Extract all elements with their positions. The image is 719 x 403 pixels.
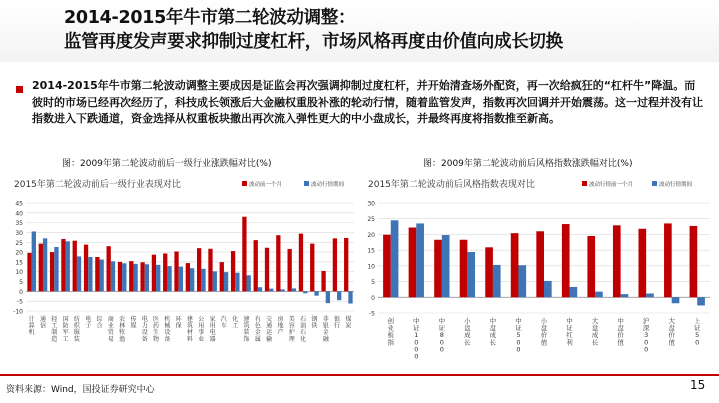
x-tick-label: 建筑材料	[186, 316, 194, 343]
x-tick-label: 商业贸易	[107, 316, 114, 343]
y-tick-label: 10	[15, 269, 23, 277]
bar-pre	[163, 253, 167, 291]
y-tick-label: -5	[369, 310, 375, 318]
legend-swatch	[304, 181, 309, 186]
industry-chart	[4, 175, 358, 352]
bar-pre	[536, 231, 544, 297]
x-tick-label: 石油石化	[300, 316, 307, 343]
bar-pre	[254, 240, 258, 291]
bar-during	[247, 275, 251, 291]
bar-pre	[562, 224, 570, 297]
x-tick-label: 电子	[85, 316, 92, 330]
bar-during	[133, 264, 137, 291]
y-tick-label: 0	[371, 294, 375, 302]
y-tick-label: 25	[15, 239, 23, 247]
bar-pre	[129, 261, 133, 291]
bar-during	[303, 291, 307, 293]
y-tick-label: 40	[15, 210, 23, 218]
bar-pre	[242, 217, 246, 292]
bar-pre	[265, 248, 269, 292]
page-number: 15	[690, 378, 706, 392]
bar-pre	[73, 241, 77, 292]
bar-pre	[511, 233, 519, 297]
bar-during	[621, 294, 629, 297]
bar-during	[213, 271, 217, 291]
bar-during	[111, 261, 115, 291]
bar-during	[122, 263, 126, 291]
bar-during	[156, 265, 160, 292]
bar-pre	[220, 262, 224, 291]
bar-during	[595, 292, 603, 298]
bar-during	[570, 287, 578, 297]
bar-during	[672, 297, 680, 303]
y-tick-label: -10	[13, 308, 23, 316]
x-tick-label: 上证 5 0	[693, 317, 701, 347]
x-tick-label: 有色金属	[254, 316, 261, 343]
bar-during	[235, 273, 239, 292]
x-tick-label: 沪深 3 0 0	[642, 317, 650, 354]
y-tick-label: 45	[15, 200, 23, 208]
x-tick-label: 中证红利	[566, 317, 573, 347]
bar-during	[258, 287, 262, 291]
footer-divider	[0, 374, 719, 376]
bar-during	[190, 268, 194, 291]
bar-pre	[152, 255, 156, 292]
bar-during	[348, 291, 352, 303]
x-tick-label: 国防军工	[62, 316, 69, 343]
bar-pre	[344, 238, 348, 291]
legend-label: 波动行情期间	[311, 182, 345, 188]
y-tick-label: 5	[19, 279, 23, 287]
y-tick-label: 30	[367, 200, 375, 208]
bar-during	[269, 289, 273, 292]
bar-pre	[140, 262, 144, 291]
chart-title: 2015年第二轮波动前后风格指数表现对比	[368, 180, 535, 190]
bullet-square-icon	[16, 86, 23, 93]
y-tick-label: 10	[367, 263, 375, 271]
x-tick-label: 房地产	[277, 316, 284, 337]
bar-pre	[197, 248, 201, 291]
bar-pre	[321, 271, 325, 291]
legend-swatch	[652, 181, 657, 186]
bar-during	[467, 252, 475, 297]
y-tick-label: 35	[15, 220, 23, 228]
y-tick-label: 0	[19, 288, 23, 296]
title-line-2: 监管再度发声要求抑制过度杠杆，市场风格再度由价值向成长切换	[64, 32, 563, 52]
bar-pre	[61, 239, 65, 291]
bar-during	[646, 294, 654, 298]
bar-during	[326, 291, 330, 303]
y-tick-label: 15	[15, 259, 23, 267]
bar-during	[544, 281, 552, 297]
x-tick-label: 煤炭	[345, 316, 352, 330]
bar-pre	[84, 245, 88, 292]
bar-pre	[208, 249, 212, 292]
bar-pre	[460, 240, 468, 298]
x-tick-label: 电力设备	[141, 316, 148, 343]
x-tick-label: 农林牧渔	[119, 316, 126, 343]
x-tick-label: 医药生物	[153, 316, 160, 343]
title-line-1: 2014-2015年牛市第二轮波动调整：	[64, 8, 356, 28]
bar-during	[179, 267, 183, 292]
caption-left: 图：2009年第二轮波动前后一级行业涨跌幅对比(%)	[62, 159, 272, 169]
x-tick-label: 机械设备	[164, 316, 171, 343]
y-tick-label: 15	[367, 247, 375, 255]
bar-during	[224, 272, 228, 291]
x-tick-label: 大盘价值	[668, 317, 675, 347]
y-tick-label: 20	[15, 249, 23, 257]
bar-pre	[107, 246, 111, 291]
bar-during	[145, 264, 149, 291]
bar-pre	[613, 225, 621, 297]
y-tick-label: 20	[367, 231, 375, 239]
source-note: 资料来源：Wind，国投证券研究中心	[6, 385, 155, 395]
bar-pre	[587, 236, 595, 297]
bar-pre	[39, 244, 43, 292]
x-tick-label: 家用电器	[209, 316, 216, 343]
x-tick-label: 纺织服装	[73, 316, 80, 343]
bar-during	[201, 269, 205, 292]
bar-during	[493, 265, 501, 297]
bar-pre	[638, 229, 646, 298]
bar-during	[292, 288, 296, 291]
bar-pre	[95, 257, 99, 291]
bar-during	[88, 257, 92, 291]
legend-label: 波动前一个月	[249, 182, 283, 188]
legend-label: 波动行情期间	[659, 182, 693, 188]
bar-during	[100, 260, 104, 292]
x-tick-label: 非银金融	[322, 316, 329, 343]
x-tick-label: 化工	[232, 316, 239, 330]
x-tick-label: 建筑装饰	[243, 316, 250, 343]
x-tick-label: 交通运输	[266, 316, 273, 343]
x-tick-label: 中证 8 0 0	[438, 317, 446, 354]
y-tick-label: 25	[367, 216, 375, 224]
x-tick-label: 中盘价值	[617, 317, 624, 347]
legend-swatch	[242, 181, 247, 186]
x-tick-label: 传媒	[130, 316, 137, 330]
style-chart-svg	[360, 175, 715, 361]
bar-during	[280, 289, 284, 291]
bar-pre	[383, 235, 391, 298]
x-tick-label: 中证 5 0 0	[515, 317, 522, 354]
x-tick-label: 环保	[175, 316, 182, 330]
bar-during	[337, 291, 341, 300]
bar-during	[518, 265, 526, 297]
bar-pre	[50, 252, 54, 291]
x-tick-label: 中盘成长	[489, 317, 497, 347]
y-tick-label: -5	[17, 298, 23, 306]
style-chart	[360, 175, 715, 361]
x-tick-label: 小盘价值	[540, 317, 548, 347]
x-tick-label: 计算机	[28, 316, 35, 337]
bar-pre	[485, 247, 493, 297]
bar-pre	[409, 228, 417, 298]
bar-pre	[27, 253, 31, 291]
bar-pre	[118, 262, 122, 291]
bar-pre	[231, 251, 235, 291]
bar-during	[442, 235, 450, 297]
x-tick-label: 汽车	[220, 316, 227, 330]
y-tick-label: 5	[371, 279, 375, 287]
y-tick-label: 30	[15, 229, 23, 237]
industry-chart-svg	[4, 175, 358, 352]
x-tick-label: 公用事业	[198, 316, 205, 343]
bar-during	[77, 256, 81, 291]
x-tick-label: 大盘成长	[591, 317, 599, 347]
x-tick-label: 通信	[39, 316, 46, 330]
bar-pre	[310, 244, 314, 292]
x-tick-label: 中证 1 0 0 0	[413, 317, 420, 361]
bar-during	[416, 223, 424, 297]
bar-during	[66, 241, 70, 291]
bar-pre	[186, 263, 190, 291]
bar-pre	[174, 252, 178, 292]
bar-during	[32, 231, 36, 291]
bar-pre	[287, 249, 291, 291]
bar-during	[391, 220, 399, 297]
bar-pre	[299, 234, 303, 292]
bar-during	[54, 247, 58, 291]
x-tick-label: 创业板指	[387, 317, 395, 347]
slide-title	[64, 6, 704, 54]
bar-pre	[664, 223, 672, 297]
body-paragraph: 2014-2015年牛市第二轮波动调整主要成因是证监会再次强调抑制过度杠杆，并开始清查场外配资，再一次给疯狂的“杠杆牛”降温。而彼时的市场已经再次经历了，科技成长领涨后大金融权重股补涨的轮动行情，随着监管发声，指数再次回调并开始震荡。这一过程并没有让指数进入下跌通道，资金选择从权重板块撤出再次流入弹性更大的中小盘成长，并最终再度将指数推至新高。	[32, 79, 703, 126]
x-tick-label: 钢铁	[311, 316, 318, 330]
bar-pre	[276, 235, 280, 291]
caption-right: 图：2009年第二轮波动前后风格指数涨跌幅对比(%)	[423, 159, 633, 169]
legend-swatch	[582, 181, 587, 186]
x-tick-label: 美容护理	[288, 316, 295, 343]
bar-during	[167, 266, 171, 291]
legend-label: 波动行情前一个月	[589, 182, 634, 188]
bar-during	[697, 297, 705, 305]
bar-pre	[434, 240, 442, 298]
x-tick-label: 小盘成长	[464, 317, 471, 347]
bar-pre	[690, 226, 698, 297]
bar-during	[314, 291, 318, 295]
x-tick-label: 综合	[96, 316, 103, 330]
x-tick-label: 轻工制造	[51, 316, 58, 343]
bar-during	[43, 238, 47, 291]
chart-title: 2015年第二轮波动前后一级行业表现对比	[14, 180, 181, 190]
x-tick-label: 银行	[334, 316, 341, 330]
bar-pre	[333, 238, 337, 291]
